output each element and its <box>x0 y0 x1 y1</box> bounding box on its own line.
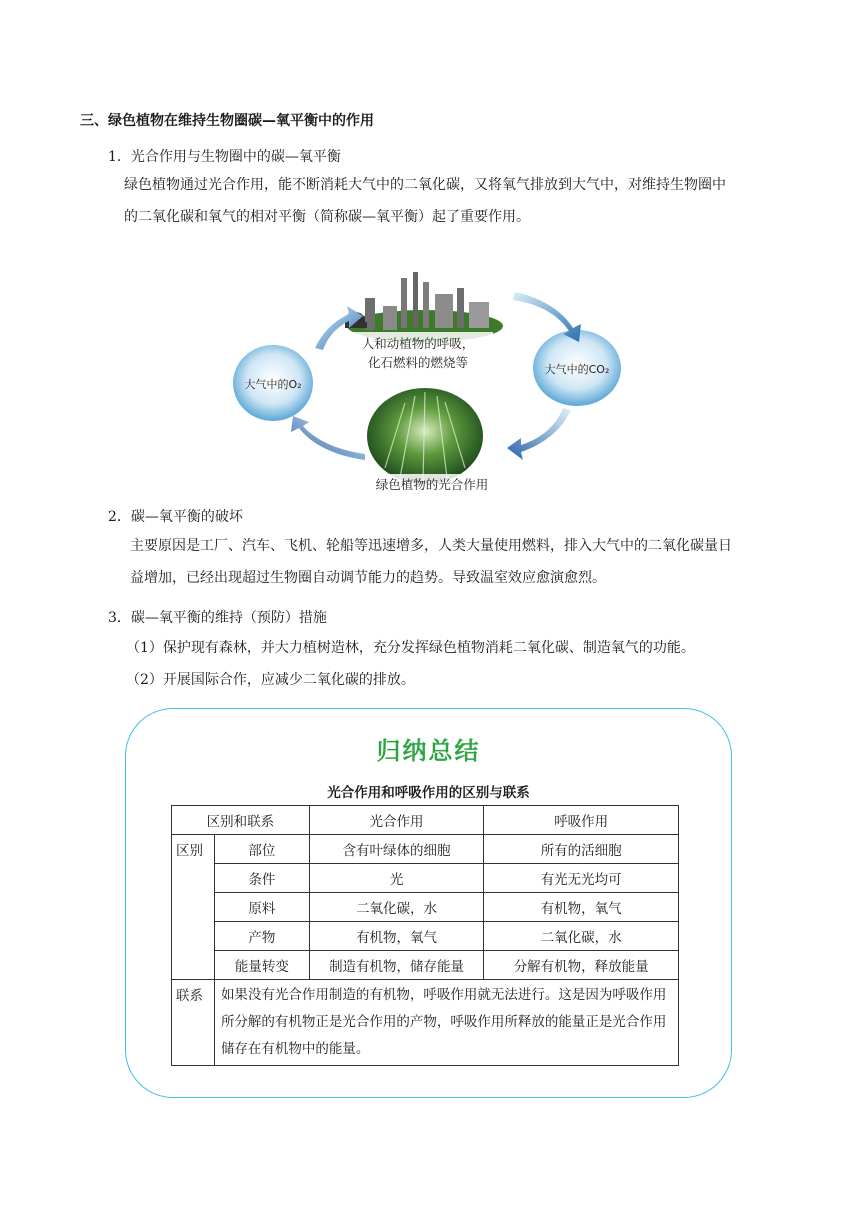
table-cell: 条件 <box>214 864 309 893</box>
paragraph-line: 的二氧化碳和氧气的相对平衡（简称碳—氧平衡）起了重要作用。 <box>124 209 530 225</box>
table-cell: 含有叶绿体的细胞 <box>309 835 484 864</box>
heading-balance-measures: 3．碳—氧平衡的维持（预防）措施 <box>108 610 327 626</box>
heading-photosynthesis-balance: 1．光合作用与生物圈中的碳—氧平衡 <box>108 149 341 165</box>
table-row <box>172 922 679 951</box>
section-title: 三、绿色植物在维持生物圈碳—氧平衡中的作用 <box>80 113 374 129</box>
table-cell: 能量转变 <box>214 951 309 980</box>
measure-item-1: （1）保护现有森林，并大力植树造林，充分发挥绿色植物消耗二氧化碳、制造氧气的功能。 <box>126 640 695 656</box>
top-label-line2: 化石燃料的燃烧等 <box>367 355 469 370</box>
summary-title: 归纳总结 <box>376 737 481 765</box>
factory-scene <box>345 272 503 342</box>
table-cell: 有机物，氧气 <box>309 922 484 951</box>
table-cell: 所有的活细胞 <box>484 835 679 864</box>
table-header-cell: 呼吸作用 <box>484 806 679 835</box>
table-cell: 光 <box>309 864 484 893</box>
table-header-row <box>172 806 679 835</box>
table-row-relation <box>172 980 679 1066</box>
table-cell: 制造有机物，储存能量 <box>309 951 484 980</box>
co2-cloud-label: 大气中的CO₂ <box>544 363 610 376</box>
carbon-oxygen-cycle-diagram <box>225 268 635 496</box>
difference-label: 区别 <box>172 835 215 980</box>
table-cell: 原料 <box>214 893 309 922</box>
table-title: 光合作用和呼吸作用的区别与联系 <box>327 785 530 801</box>
table-cell: 二氧化碳，水 <box>484 922 679 951</box>
table-cell: 部位 <box>214 835 309 864</box>
comparison-table <box>171 805 679 1066</box>
top-label-line1: 人和动植物的呼吸， <box>361 336 475 351</box>
table-row <box>172 951 679 980</box>
arrow-to-co2 <box>513 292 581 342</box>
table-cell: 二氧化碳，水 <box>309 893 484 922</box>
table-header-cell: 区别和联系 <box>172 806 310 835</box>
table-cell: 有光无光均可 <box>484 864 679 893</box>
summary-box <box>125 708 732 1098</box>
heading-balance-destruction: 2．碳—氧平衡的破坏 <box>108 509 243 525</box>
oxygen-cloud-label: 大气中的O₂ <box>244 378 302 391</box>
bottom-label: 绿色植物的光合作用 <box>375 477 489 492</box>
table-cell: 产物 <box>214 922 309 951</box>
relation-label: 联系 <box>172 980 215 1066</box>
paragraph-line: 益增加，已经出现超过生物圈自动调节能力的趋势。导致温室效应愈演愈烈。 <box>130 570 606 586</box>
relation-text: 如果没有光合作用制造的有机物，呼吸作用就无法进行。这是因为呼吸作用所分解的有机物正是光合作用的产物，呼吸作用所释放的能量正是光合作用储存在有机物中的能量。 <box>214 980 678 1066</box>
paragraph-line: 主要原因是工厂、汽车、飞机、轮船等迅速增多，人类大量使用燃料，排入大气中的二氧化碳量日 <box>130 538 732 554</box>
table-cell: 有机物，氧气 <box>484 893 679 922</box>
paragraph-line: 绿色植物通过光合作用，能不断消耗大气中的二氧化碳，又将氧气排放到大气中，对维持生物圈中 <box>124 177 726 193</box>
arrow-to-oxygen <box>291 416 365 460</box>
arrow-to-forest <box>507 408 571 460</box>
table-header-cell: 光合作用 <box>309 806 484 835</box>
table-cell: 分解有机物，释放能量 <box>484 951 679 980</box>
table-row <box>172 864 679 893</box>
table-row <box>172 893 679 922</box>
measure-item-2: （2）开展国际合作，应减少二氧化碳的排放。 <box>126 672 415 688</box>
table-row <box>172 835 679 864</box>
cycle-illustration <box>225 268 635 496</box>
